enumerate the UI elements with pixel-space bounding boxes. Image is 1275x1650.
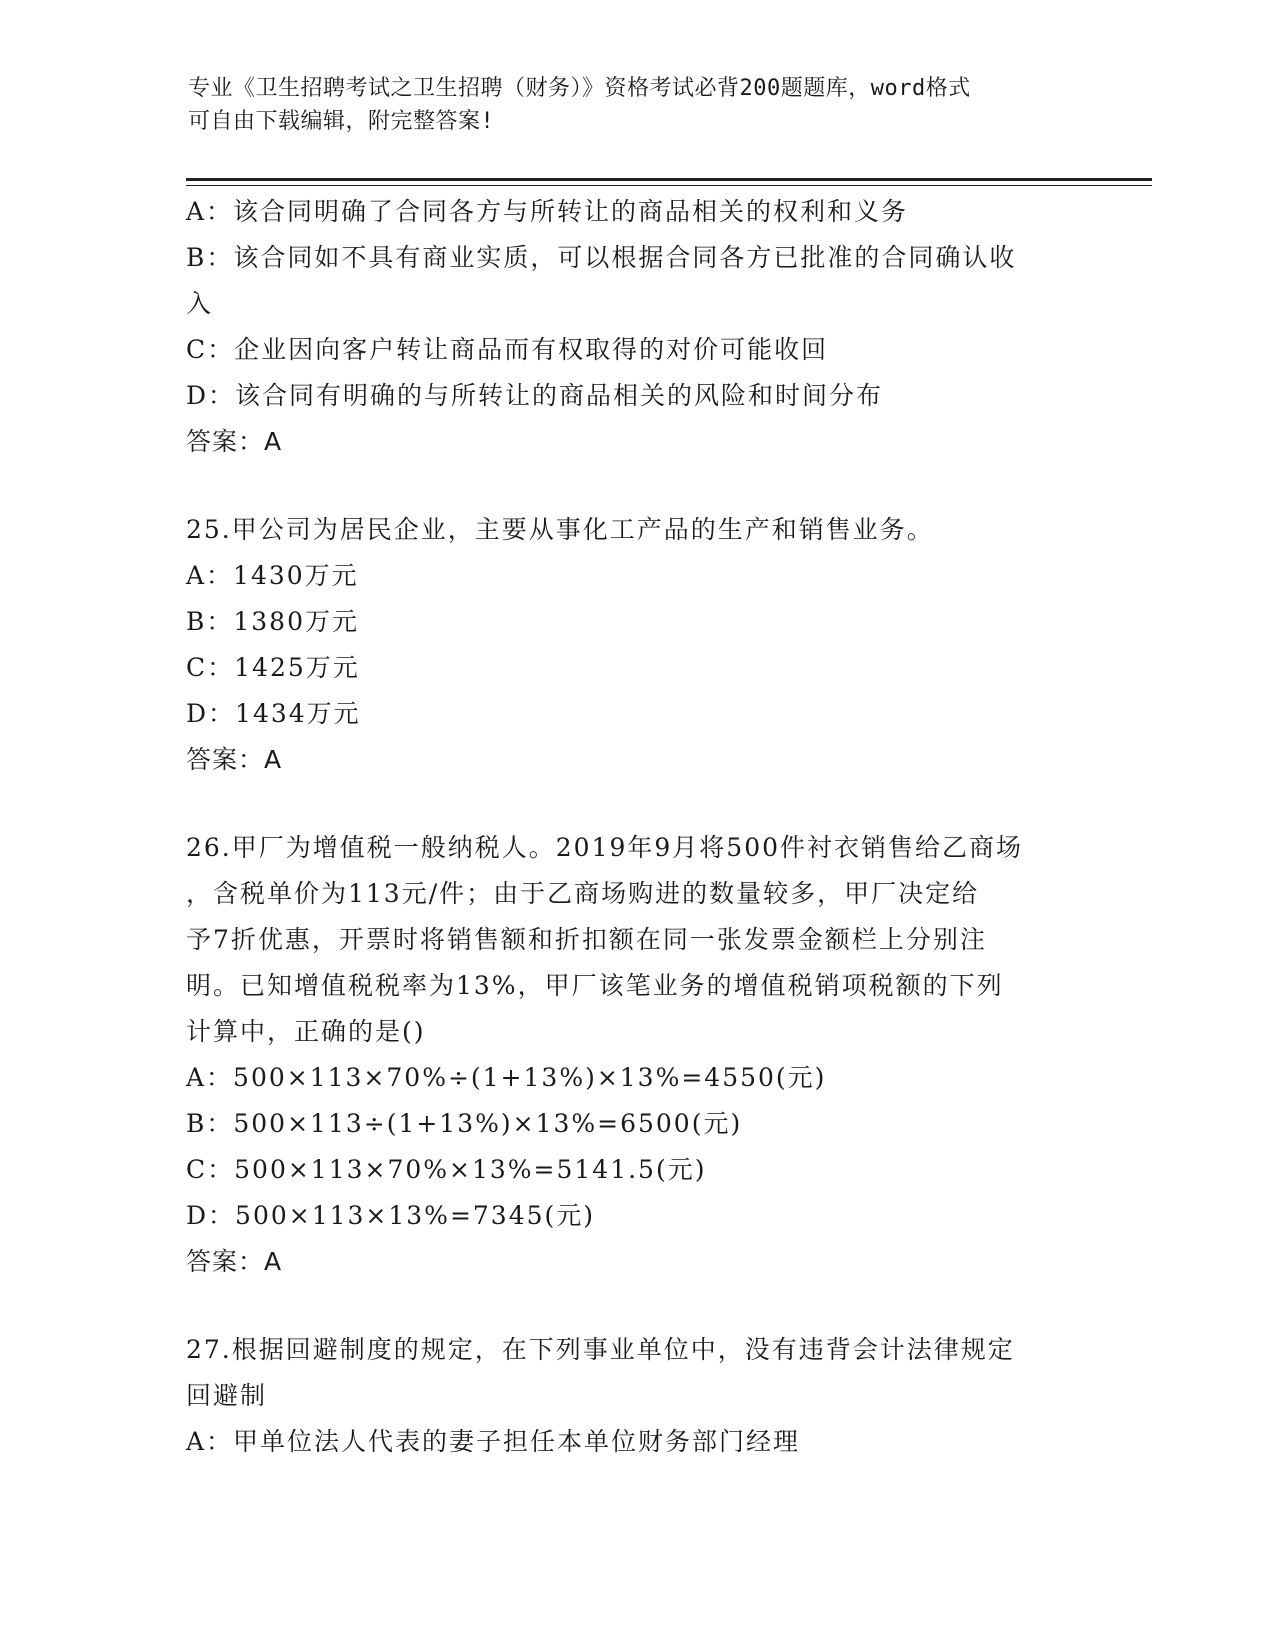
option-b: B：500×113÷(1+13%)×13%=6500(元) bbox=[186, 1109, 743, 1138]
option-c: C：500×113×70%×13%=5141.5(元) bbox=[186, 1155, 707, 1184]
question-text-continued: 予7折优惠，开票时将销售额和折扣额在同一张发票金额栏上分别注 bbox=[186, 925, 987, 954]
spacer bbox=[186, 1285, 1086, 1327]
question-block-27 bbox=[186, 1327, 1086, 1465]
header-rule-thin bbox=[186, 185, 1152, 186]
question-block-24 bbox=[186, 189, 1086, 465]
question-block-26 bbox=[186, 825, 1086, 1285]
question-text-continued: 计算中，正确的是() bbox=[186, 1017, 426, 1046]
option-b: B：1380万元 bbox=[186, 607, 359, 636]
option-c: C：企业因向客户转让商品而有权取得的对价可能收回 bbox=[186, 335, 829, 364]
option-d: D：该合同有明确的与所转让的商品相关的风险和时间分布 bbox=[186, 381, 884, 410]
option-a: A：该合同明确了合同各方与所转让的商品相关的权利和义务 bbox=[186, 197, 909, 226]
header-rule-thick bbox=[186, 178, 1152, 181]
option-d: D：500×113×13%=7345(元) bbox=[186, 1201, 596, 1230]
option-a: A：1430万元 bbox=[186, 561, 359, 590]
question-text-continued: ，含税单价为113元/件；由于乙商场购进的数量较多，甲厂决定给 bbox=[186, 879, 980, 908]
option-c: C：1425万元 bbox=[186, 653, 360, 682]
question-block-25 bbox=[186, 507, 1086, 783]
answer-line: 答案：A bbox=[186, 745, 283, 774]
option-b: B：该合同如不具有商业实质，可以根据合同各方已批准的合同确认收 bbox=[186, 243, 1017, 272]
answer-line: 答案：A bbox=[186, 1247, 283, 1276]
option-a: A：甲单位法人代表的妻子担任本单位财务部门经理 bbox=[186, 1427, 801, 1456]
question-list bbox=[186, 189, 1086, 1465]
question-text: 25.甲公司为居民企业，主要从事化工产品的生产和销售业务。 bbox=[186, 515, 934, 544]
question-text: 27.根据回避制度的规定，在下列事业单位中，没有违背会计法律规定 bbox=[186, 1335, 1015, 1364]
header-title-line: 专业《卫生招聘考试之卫生招聘（财务）》资格考试必背200题题库，word格式 bbox=[188, 76, 971, 101]
answer-line: 答案：A bbox=[186, 427, 283, 456]
question-text-continued: 回避制 bbox=[186, 1381, 268, 1410]
spacer bbox=[186, 783, 1086, 825]
question-text-continued: 明。已知增值税税率为13%，甲厂该笔业务的增值税销项税额的下列 bbox=[186, 971, 1004, 1000]
question-text: 26.甲厂为增值税一般纳税人。2019年9月将500件衬衣销售给乙商场 bbox=[186, 833, 1024, 862]
header-subtitle-line: 可自由下载编辑，附完整答案! bbox=[188, 109, 495, 134]
spacer bbox=[186, 465, 1086, 507]
option-a: A：500×113×70%÷(1+13%)×13%=4550(元) bbox=[186, 1063, 827, 1092]
option-d: D：1434万元 bbox=[186, 699, 361, 728]
option-b-continued: 入 bbox=[186, 289, 214, 318]
document-header bbox=[188, 72, 1068, 138]
